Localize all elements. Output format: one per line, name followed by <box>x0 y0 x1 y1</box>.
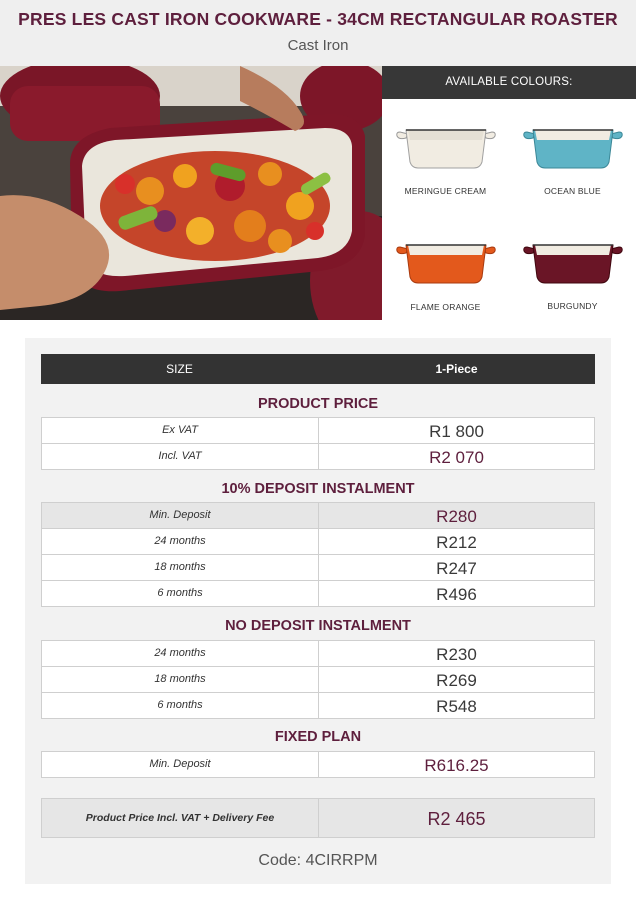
pricing-table-header <box>41 354 595 384</box>
row-value: R2 070 <box>429 448 484 467</box>
table-row <box>42 503 594 528</box>
colour-option-ocean-blue[interactable] <box>509 116 636 226</box>
row-label: 24 months <box>42 641 319 666</box>
no-deposit-instalment-table <box>41 640 595 719</box>
pricing-panel <box>25 338 611 884</box>
product-photo <box>0 66 382 320</box>
row-value: R212 <box>436 533 477 552</box>
row-label: 6 months <box>42 693 319 718</box>
flame-orange-roaster-icon <box>394 231 498 287</box>
product-code-value: 4CIRRPM <box>305 852 378 869</box>
table-row <box>42 666 594 692</box>
fixed-plan-table <box>41 751 595 778</box>
colour-option-burgundy[interactable] <box>509 231 636 341</box>
burgundy-roaster-icon <box>521 231 625 287</box>
deposit-instalment-table <box>41 502 595 607</box>
colour-label-burgundy: BURGUNDY <box>547 301 598 311</box>
page-title: PRES LES CAST IRON COOKWARE - 34CM RECTANGULAR ROASTER <box>18 9 618 29</box>
row-value: R496 <box>436 585 477 604</box>
table-row <box>42 554 594 580</box>
total-price-value: R2 465 <box>427 809 486 829</box>
total-price-label: Product Price Incl. VAT + Delivery Fee <box>42 799 319 837</box>
row-value: R280 <box>436 507 477 526</box>
colour-option-meringue-cream[interactable] <box>382 116 509 226</box>
deposit-instalment-heading: 10% DEPOSIT INSTALMENT <box>221 481 415 497</box>
total-price-row <box>41 798 595 838</box>
row-label: 24 months <box>42 529 319 554</box>
table-row <box>42 752 594 777</box>
fixed-plan-heading: FIXED PLAN <box>274 729 362 745</box>
piece-column-header: 1-Piece <box>435 362 478 376</box>
product-code-prefix: Code: <box>258 852 302 869</box>
row-value: R230 <box>436 645 477 664</box>
page-header <box>0 0 636 66</box>
row-value: R247 <box>436 559 477 578</box>
available-colours-panel <box>382 66 636 320</box>
product-price-heading: PRODUCT PRICE <box>257 396 379 412</box>
page-subtitle: Cast Iron <box>287 37 349 54</box>
table-row <box>42 528 594 554</box>
table-row <box>42 641 594 666</box>
table-row <box>42 418 594 443</box>
row-value: R269 <box>436 671 477 690</box>
row-value: R1 800 <box>429 422 484 441</box>
meringue-cream-roaster-icon <box>394 116 498 172</box>
table-row <box>42 580 594 606</box>
size-column-header: SIZE <box>166 362 193 376</box>
row-label: Min. Deposit <box>42 503 319 528</box>
roaster-with-vegetables-image <box>0 66 382 320</box>
row-label: Min. Deposit <box>42 752 319 777</box>
table-row <box>42 692 594 718</box>
no-deposit-instalment-heading: NO DEPOSIT INSTALMENT <box>225 618 411 634</box>
available-colours-heading: AVAILABLE COLOURS: <box>382 66 636 99</box>
product-code <box>25 852 611 870</box>
row-value: R616.25 <box>424 756 489 775</box>
row-label: 18 months <box>42 667 319 692</box>
colour-label-meringue-cream: MERINGUE CREAM <box>404 186 487 196</box>
row-label: 6 months <box>42 581 319 606</box>
colour-label-ocean-blue: OCEAN BLUE <box>544 186 601 196</box>
row-label: 18 months <box>42 555 319 580</box>
row-label: Ex VAT <box>42 418 319 443</box>
table-row <box>42 443 594 469</box>
colour-option-flame-orange[interactable] <box>382 231 509 341</box>
product-price-table <box>41 417 595 470</box>
row-label: Incl. VAT <box>42 444 319 469</box>
row-value: R548 <box>436 697 477 716</box>
ocean-blue-roaster-icon <box>521 116 625 172</box>
colour-label-flame-orange: FLAME ORANGE <box>410 302 481 312</box>
